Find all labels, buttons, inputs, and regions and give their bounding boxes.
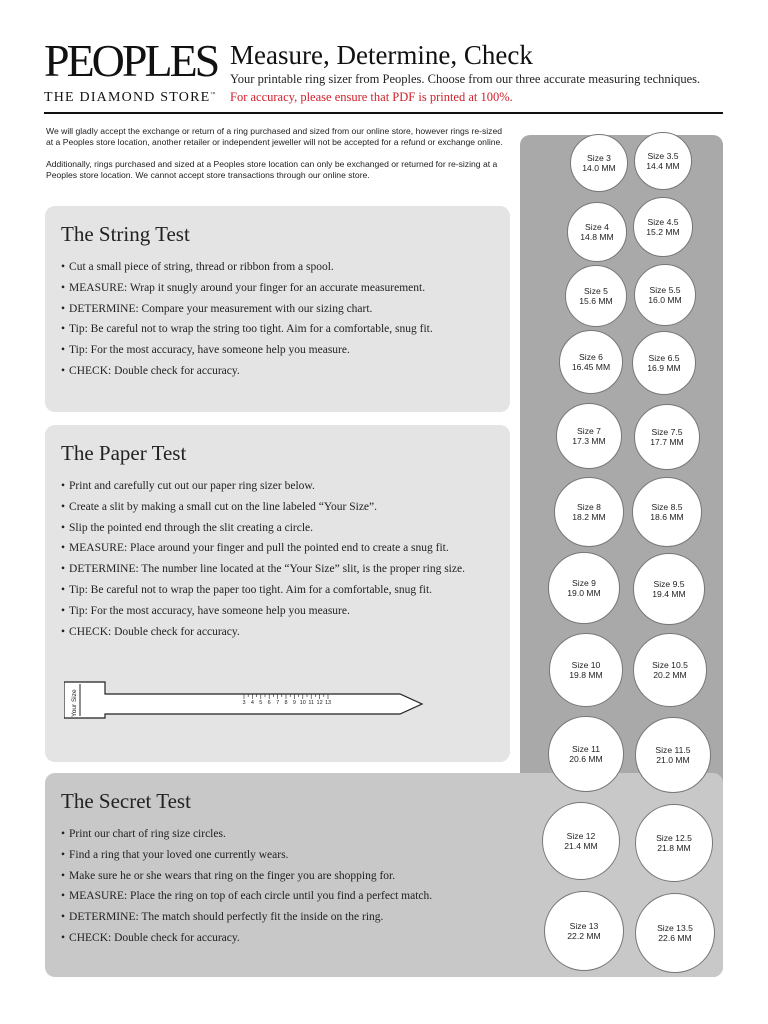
ring-size-circle bbox=[635, 893, 715, 973]
ring-size-circle bbox=[548, 552, 620, 624]
brand-tagline-text: THE DIAMOND STORE bbox=[44, 90, 211, 105]
ring-size-mm: 21.4 MM bbox=[564, 841, 598, 851]
ring-size-mm: 17.7 MM bbox=[650, 437, 684, 447]
ring-size-circle bbox=[556, 403, 622, 469]
ring-size-circle bbox=[542, 802, 620, 880]
list-item: • MEASURE: Place around your finger and pull the pointed end to create a snug fit. bbox=[61, 538, 492, 559]
ring-size-label: Size 6.5 bbox=[648, 352, 680, 363]
list-item: • DETERMINE: The match should perfectly fit the inside on the ring. bbox=[61, 907, 705, 928]
ring-size-label: Size 12.5 bbox=[656, 832, 692, 843]
ring-size-circle bbox=[559, 330, 623, 394]
policy-paragraph-2: Additionally, rings purchased and sized at a Peoples store location can only be exchanged or returned for re-sizing at a Peoples store location. We cannot accept store transactions through our online store. bbox=[46, 159, 498, 180]
list-item: • CHECK: Double check for accuracy. bbox=[61, 361, 492, 382]
ring-size-circle bbox=[549, 633, 623, 707]
ring-size-mm: 19.4 MM bbox=[652, 589, 686, 599]
list-item: • CHECK: Double check for accuracy. bbox=[61, 622, 492, 643]
ring-size-label: Size 11.5 bbox=[655, 744, 691, 755]
ring-size-label: Size 8 bbox=[577, 501, 601, 512]
list-item: • Print our chart of ring size circles. bbox=[61, 824, 705, 845]
ring-size-label: Size 3.5 bbox=[647, 150, 679, 161]
list-item: • Slip the pointed end through the slit creating a circle. bbox=[61, 518, 492, 539]
list-item: • Make sure he or she wears that ring on the finger you are shopping for. bbox=[61, 866, 705, 887]
ring-size-label: Size 13.5 bbox=[657, 922, 693, 933]
list-item: • Tip: Be careful not to wrap the paper too tight. Aim for a comfortable, snug fit. bbox=[61, 580, 492, 601]
ring-size-circle bbox=[635, 717, 711, 793]
ring-size-mm: 20.2 MM bbox=[653, 670, 687, 680]
ring-size-circle bbox=[633, 553, 705, 625]
ring-size-mm: 16.0 MM bbox=[648, 295, 682, 305]
ring-size-circle bbox=[544, 891, 624, 971]
ring-size-circle bbox=[634, 404, 700, 470]
ring-size-label: Size 7 bbox=[577, 425, 601, 436]
ring-size-circle bbox=[633, 633, 707, 707]
ring-size-label: Size 9.5 bbox=[653, 578, 685, 589]
ring-size-label: Size 10.5 bbox=[652, 659, 688, 670]
list-item: • MEASURE: Wrap it snugly around your finger for an accurate measurement. bbox=[61, 278, 492, 299]
sizer-number: 5 bbox=[259, 700, 263, 706]
ring-size-label: Size 5 bbox=[584, 285, 608, 296]
secret-test-panel bbox=[45, 773, 723, 977]
ring-size-mm: 19.0 MM bbox=[567, 588, 601, 598]
sizer-number: 11 bbox=[308, 700, 315, 706]
list-item: • Create a slit by making a small cut on the line labeled “Your Size”. bbox=[61, 497, 492, 518]
ring-size-label: Size 7.5 bbox=[651, 426, 683, 437]
list-item: • DETERMINE: The number line located at the “Your Size” slit, is the proper ring size. bbox=[61, 559, 492, 580]
sizer-number: 4 bbox=[250, 700, 254, 706]
paper-ring-sizer bbox=[64, 680, 426, 722]
ring-size-circle bbox=[567, 202, 627, 262]
sizer-your-size-label: Your Size bbox=[71, 689, 78, 717]
string-test-title: The String Test bbox=[61, 222, 190, 246]
ring-size-mm: 21.8 MM bbox=[657, 843, 691, 853]
ring-size-circle bbox=[554, 477, 624, 547]
ring-size-mm: 14.8 MM bbox=[580, 232, 614, 242]
brand-name: PEOPLES bbox=[44, 35, 218, 86]
ring-size-mm: 22.6 MM bbox=[658, 933, 692, 943]
list-item: • Find a ring that your loved one currently wears. bbox=[61, 845, 705, 866]
list-item: • DETERMINE: Compare your measurement with our sizing chart. bbox=[61, 299, 492, 320]
secret-test-title: The Secret Test bbox=[61, 789, 191, 813]
brand-logo bbox=[44, 35, 222, 106]
ring-size-mm: 22.2 MM bbox=[567, 931, 601, 941]
ring-size-label: Size 12 bbox=[566, 830, 596, 841]
sizer-number: 12 bbox=[316, 700, 323, 706]
list-item: • Tip: For the most accuracy, have someone help you measure. bbox=[61, 601, 492, 622]
ring-size-label: Size 8.5 bbox=[651, 501, 683, 512]
ring-size-label: Size 10 bbox=[571, 659, 601, 670]
brand-tagline bbox=[44, 90, 222, 106]
ring-size-label: Size 4.5 bbox=[647, 216, 679, 227]
list-item: • MEASURE: Place the ring on top of each circle until you find a perfect match. bbox=[61, 886, 705, 907]
string-test-list bbox=[61, 257, 492, 382]
page-title: Measure, Determine, Check bbox=[230, 40, 533, 70]
ring-size-mm: 14.4 MM bbox=[646, 161, 680, 171]
ring-size-mm: 18.6 MM bbox=[650, 512, 684, 522]
ring-size-label: Size 4 bbox=[585, 221, 609, 232]
ring-size-mm: 20.6 MM bbox=[569, 754, 603, 764]
ring-size-circle bbox=[633, 197, 693, 257]
ring-size-circle bbox=[634, 132, 692, 190]
list-item: • Tip: For the most accuracy, have someone help you measure. bbox=[61, 340, 492, 361]
ring-size-mm: 16.45 MM bbox=[571, 362, 611, 372]
ring-size-circle bbox=[635, 804, 713, 882]
string-test-panel bbox=[45, 206, 510, 412]
paper-test-list bbox=[61, 476, 492, 642]
ring-size-mm: 21.0 MM bbox=[656, 755, 690, 765]
print-accuracy-notice: For accuracy, please ensure that PDF is printed at 100%. bbox=[230, 90, 513, 104]
sizer-number: 8 bbox=[284, 700, 288, 706]
sizer-number: 6 bbox=[267, 700, 271, 706]
ring-size-circle bbox=[570, 134, 628, 192]
ring-size-mm: 18.2 MM bbox=[572, 512, 606, 522]
sizer-number: 7 bbox=[276, 700, 280, 706]
ring-size-mm: 16.9 MM bbox=[647, 363, 681, 373]
ring-size-mm: 17.3 MM bbox=[572, 436, 606, 446]
page-subtitle: Your printable ring sizer from Peoples. Choose from our three accurate measuring techniques. bbox=[230, 72, 701, 86]
sizer-number: 9 bbox=[292, 700, 296, 706]
ring-size-label: Size 13 bbox=[569, 920, 599, 931]
list-item: • Tip: Be careful not to wrap the string too tight. Aim for a comfortable, snug fit. bbox=[61, 319, 492, 340]
list-item: • Print and carefully cut out our paper ring sizer below. bbox=[61, 476, 492, 497]
ring-size-mm: 15.6 MM bbox=[579, 296, 613, 306]
sizer-number: 3 bbox=[242, 700, 246, 706]
trademark-mark: ™ bbox=[210, 92, 217, 98]
ring-size-label: Size 11 bbox=[571, 743, 601, 754]
sizer-number: 10 bbox=[299, 700, 306, 706]
ring-size-label: Size 5.5 bbox=[649, 284, 681, 295]
ring-size-mm: 19.8 MM bbox=[569, 670, 603, 680]
paper-test-title: The Paper Test bbox=[61, 441, 187, 465]
list-item: • CHECK: Double check for accuracy. bbox=[61, 928, 705, 949]
ring-size-circle bbox=[632, 331, 696, 395]
policy-paragraph-1: We will gladly accept the exchange or return of a ring purchased and sized from our online store, however rings re-sized at a Peoples store location, another retailer or independent jeweller will not be accepted for a refund or exchange online. bbox=[46, 126, 503, 147]
ring-size-mm: 14.0 MM bbox=[582, 163, 616, 173]
ring-size-mm: 15.2 MM bbox=[646, 227, 680, 237]
ring-size-label: Size 3 bbox=[587, 152, 611, 163]
header-divider bbox=[44, 112, 723, 114]
sizer-number: 13 bbox=[324, 700, 332, 706]
policy-intro bbox=[46, 126, 506, 192]
ring-size-label: Size 6 bbox=[579, 351, 603, 362]
list-item: • Cut a small piece of string, thread or ribbon from a spool. bbox=[61, 257, 492, 278]
ring-size-circle bbox=[548, 716, 624, 792]
ring-size-circle bbox=[634, 264, 696, 326]
ring-size-circle bbox=[565, 265, 627, 327]
ring-size-circle bbox=[632, 477, 702, 547]
ring-size-label: Size 9 bbox=[572, 577, 596, 588]
